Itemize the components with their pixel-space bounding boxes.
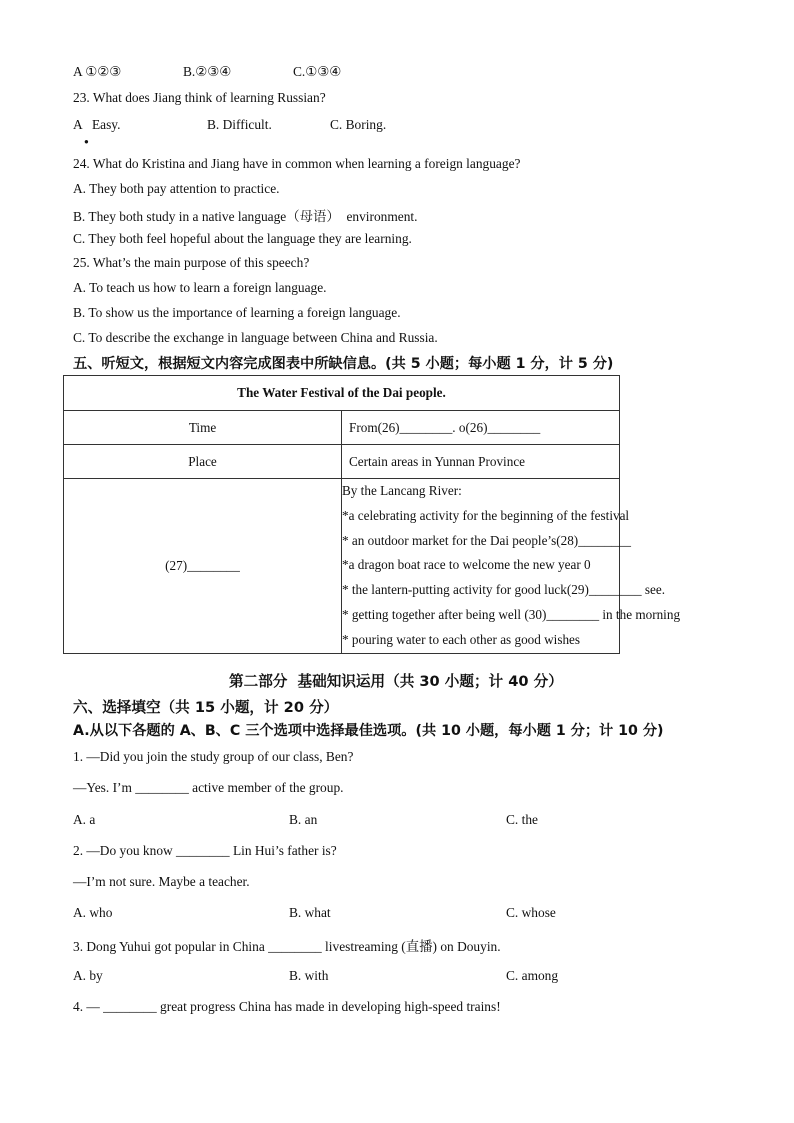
q25-question: 25. What’s the main purpose of this speech?: [73, 255, 310, 270]
table-row-activities: [64, 479, 620, 654]
q1-prompt: 1. —Did you join the study group of our class, Ben?: [73, 749, 354, 764]
q25-option-b: B. To show us the importance of learning a foreign language.: [73, 305, 401, 320]
q23-option-b: B. Difficult.: [207, 117, 272, 132]
activity-line: *a celebrating activity for the beginning of the festival: [342, 507, 630, 523]
place-value: Certain areas in Yunnan Province: [342, 445, 620, 479]
q23-option-a: A Easy.: [73, 117, 121, 132]
section5-heading: 五、听短文，根据短文内容完成图表中所缺信息。(共 5 小题；每小题 1 分，计 5 分): [73, 356, 614, 372]
activity-line: * getting together after being well (30)________ in the morning: [342, 606, 681, 622]
activity-line: * pouring water to each other as good wishes: [342, 631, 581, 647]
q4-prompt: 4. — ________ great progress China has made in developing high-speed trains!: [73, 999, 501, 1014]
stray-dot: ●: [84, 137, 89, 146]
q1-option-a: A. a: [73, 812, 96, 827]
activity-line: By the Lancang River:: [342, 483, 462, 498]
q24-question: 24. What do Kristina and Jiang have in common when learning a foreign language?: [73, 156, 521, 171]
q3-option-c: C. among: [506, 968, 559, 983]
q24-option-a: A. They both pay attention to practice.: [73, 181, 280, 196]
section6-heading: 六、选择填空（共 15 小题，计 20 分）: [73, 699, 339, 716]
water-festival-table: [63, 375, 681, 654]
time-value: From(26)________. o(26)________: [342, 411, 620, 445]
q23-question: 23. What does Jiang think of learning Russian?: [73, 90, 326, 105]
q23-option-c: C. Boring.: [330, 117, 387, 132]
activities-cell: [342, 479, 681, 654]
q2-response: —I’m not sure. Maybe a teacher.: [73, 874, 250, 889]
q24-option-c: C. They both feel hopeful about the language they are learning.: [73, 231, 412, 246]
q2-prompt: 2. —Do you know ________ Lin Hui’s father is?: [73, 843, 337, 858]
time-label: Time: [64, 411, 342, 445]
q2-option-c: C. whose: [506, 905, 556, 920]
q1-response: —Yes. I’m ________ active member of the group.: [73, 780, 344, 795]
table-row-place: [64, 445, 620, 479]
q1-option-c: C. the: [506, 812, 538, 827]
q25-option-c: C. To describe the exchange in language between China and Russia.: [73, 330, 438, 345]
part2-heading: 第二部分 基础知识运用（共 30 小题；计 40 分）: [229, 673, 563, 690]
q25-option-a: A. To teach us how to learn a foreign language.: [73, 280, 327, 295]
q22-option-c: C.①③④: [293, 64, 342, 79]
q2-option-a: A. who: [73, 905, 113, 920]
table-title: The Water Festival of the Dai people.: [64, 376, 620, 411]
q1-option-b: B. an: [289, 812, 318, 827]
q2-option-b: B. what: [289, 905, 331, 920]
activity-line: *a dragon boat race to welcome the new year 0: [342, 557, 591, 573]
place-label: Place: [64, 445, 342, 479]
activity-line: * the lantern-putting activity for good luck(29)________ see.: [342, 582, 666, 598]
q24-option-b: B. They both study in a native language（母语） environment.: [73, 209, 418, 224]
table-row-time: [64, 411, 620, 445]
sectionA-heading: A.从以下各题的 A、B、C 三个选项中选择最佳选项。(共 10 小题，每小题 1 分；计 10 分): [73, 723, 664, 739]
activity-line: * an outdoor market for the Dai people’s(28)________: [342, 532, 631, 548]
q3-option-b: B. with: [289, 968, 329, 983]
q22-option-b: B.②③④: [183, 64, 232, 79]
q3-option-a: A. by: [73, 968, 103, 983]
q3-prompt: 3. Dong Yuhui got popular in China ________ livestreaming (直播) on Douyin.: [73, 939, 501, 954]
q22-option-a: A ①②③: [73, 64, 122, 79]
blank-27-label: (27)________: [64, 479, 342, 654]
